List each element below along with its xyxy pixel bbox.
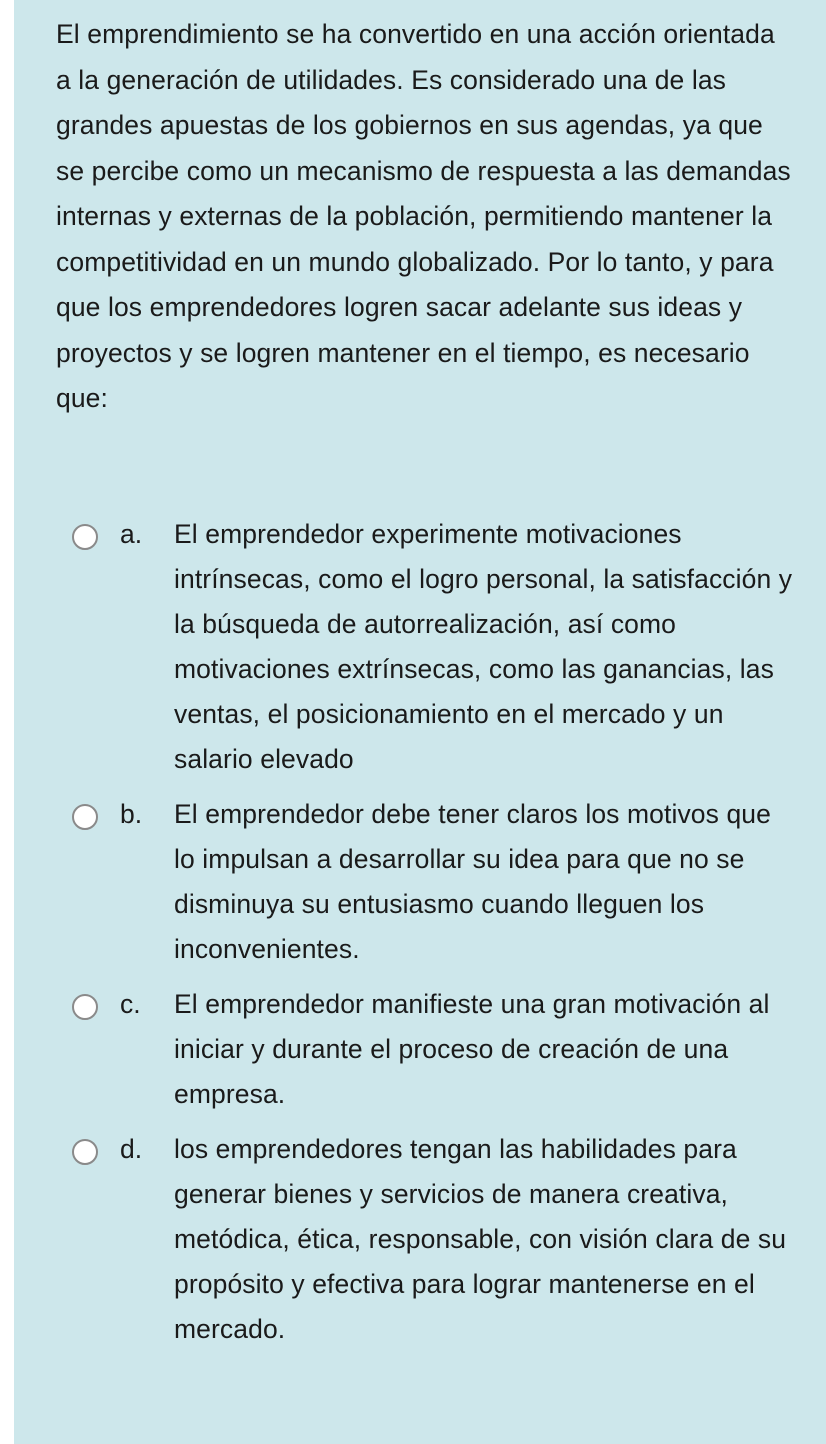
option-a-text[interactable]: El emprendedor experimente motivaciones intrínsecas, como el logro personal, la satisfacción y la búsqueda de autorrealización, así como motivaciones extrínsecas, como las ganancias, las ventas, el posicionamiento en el mercado y un salario elevado xyxy=(174,519,793,774)
option-d-letter: d. xyxy=(120,1134,143,1164)
option-d[interactable] xyxy=(14,1127,826,1352)
radio-button-b[interactable] xyxy=(72,804,98,830)
radio-button-a[interactable] xyxy=(72,524,98,550)
option-c-letter: c. xyxy=(120,989,141,1019)
radio-button-c[interactable] xyxy=(72,994,98,1020)
answer-options xyxy=(14,512,826,1362)
option-b[interactable] xyxy=(14,792,826,972)
option-a-letter: a. xyxy=(120,519,143,549)
question-text: El emprendimiento se ha convertido en una acción orientada a la generación de utilidades. Es considerado una de las grandes apuestas de los gobiernos en sus agendas, ya que se percibe como un mecanismo de respuesta a las demandas internas y externas de la población, permitiendo mantener la competitividad en un mundo globalizado. Por lo tanto, y para que los emprendedores logren sacar adelante sus ideas y proyectos y se logren mantener en el tiempo, es necesario que: xyxy=(56,19,791,413)
radio-button-d[interactable] xyxy=(72,1139,98,1165)
option-c-text[interactable]: El emprendedor manifieste una gran motivación al iniciar y durante el proceso de creación de una empresa. xyxy=(174,989,770,1109)
option-b-text[interactable]: El emprendedor debe tener claros los motivos que lo impulsan a desarrollar su idea para que no se disminuya su entusiasmo cuando lleguen los inconvenientes. xyxy=(174,799,771,964)
option-b-letter: b. xyxy=(120,799,143,829)
option-a[interactable] xyxy=(14,512,826,782)
question-card xyxy=(14,0,826,1444)
option-c[interactable] xyxy=(14,982,826,1117)
option-d-text[interactable]: los emprendedores tengan las habilidades para generar bienes y servicios de manera creativa, metódica, ética, responsable, con visión clara de su propósito y efectiva para lograr mantenerse en el mercado. xyxy=(174,1134,787,1344)
